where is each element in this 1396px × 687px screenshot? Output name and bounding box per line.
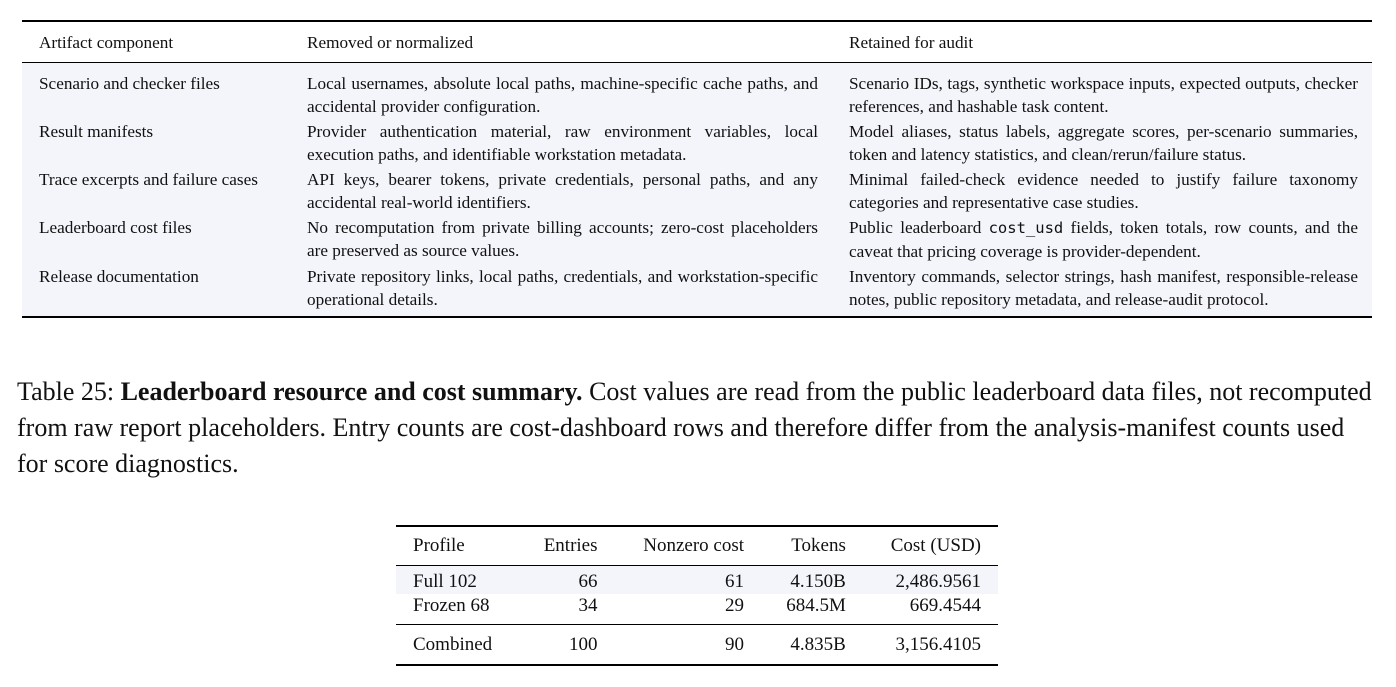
nonzero-cost-cell: 90 <box>615 625 762 666</box>
entries-cell: 66 <box>519 566 614 595</box>
cost-summary-table <box>396 525 998 666</box>
removed-cell: Local usernames, absolute local paths, machine-specific cache paths, and accidental provider configuration. <box>290 63 832 120</box>
removed-cell: API keys, bearer tokens, private credentials, personal paths, and any accidental real-world identifiers. <box>290 167 832 215</box>
retained-cell <box>832 215 1372 264</box>
column-header-retained: Retained for audit <box>832 21 1372 63</box>
removed-cell: Provider authentication material, raw environment variables, local execution paths, and identifiable workstation metadata. <box>290 119 832 167</box>
cost-usd-cell: 2,486.9561 <box>863 566 998 595</box>
release-audit-table <box>22 20 1372 318</box>
table-row <box>22 63 1372 120</box>
table-row <box>396 594 998 625</box>
column-header-component: Artifact component <box>22 21 290 63</box>
entries-cell: 100 <box>519 625 614 666</box>
table-total-row <box>396 625 998 666</box>
table-row <box>22 119 1372 167</box>
tokens-cell: 4.835B <box>761 625 863 666</box>
table-row <box>22 264 1372 317</box>
component-cell: Release documentation <box>22 264 290 317</box>
profile-cell: Frozen 68 <box>413 595 490 616</box>
cost-usd-code: cost_usd <box>988 219 1064 237</box>
entries-cell: 34 <box>578 595 598 616</box>
table-header-row <box>396 526 998 566</box>
retained-cell: Scenario IDs, tags, synthetic workspace inputs, expected outputs, checker references, and hashable task content. <box>832 63 1372 120</box>
caption-label: Table 25: <box>17 377 121 406</box>
retained-cell: Model aliases, status labels, aggregate scores, per-scenario summaries, token and latency statistics, and clean/rerun/failure status. <box>832 119 1372 167</box>
retained-cell: Minimal failed-check evidence needed to justify failure taxonomy categories and representative case studies. <box>832 167 1372 215</box>
removed-cell: No recomputation from private billing accounts; zero-cost placeholders are preserved as source values. <box>290 215 832 264</box>
component-cell: Trace excerpts and failure cases <box>22 167 290 215</box>
column-header-entries: Entries <box>519 526 614 566</box>
component-cell: Leaderboard cost files <box>22 215 290 264</box>
tokens-cell: 4.150B <box>761 566 863 595</box>
table-header-row <box>22 21 1372 63</box>
nonzero-cost-cell: 61 <box>615 566 762 595</box>
table-row <box>22 215 1372 264</box>
table-caption <box>17 374 1381 482</box>
column-header-cost-usd: Cost (USD) <box>863 526 998 566</box>
column-header-nonzero-cost: Nonzero cost <box>615 526 762 566</box>
retained-text-pre: Public leaderboard <box>849 218 989 237</box>
profile-cell: Full 102 <box>396 566 519 595</box>
column-header-tokens: Tokens <box>761 526 863 566</box>
component-cell: Scenario and checker files <box>22 63 290 120</box>
table-row <box>22 167 1372 215</box>
profile-cell: Combined <box>396 625 519 666</box>
table-row <box>396 566 998 595</box>
caption-title: Leaderboard resource and cost summary. <box>120 377 583 406</box>
component-cell: Result manifests <box>22 119 290 167</box>
column-header-profile: Profile <box>396 526 519 566</box>
column-header-removed: Removed or normalized <box>290 21 832 63</box>
caption-text: Cost values are read from the public leaderboard data files, not recomputed from raw report placeholders. Entry counts are cost-dashboard rows and therefore differ from the analysis-manifest counts used for score diagnostics. <box>17 377 1372 478</box>
nonzero-cost-cell: 29 <box>725 595 745 616</box>
retained-text-post: fields, token totals, row counts, and the caveat that pricing coverage is provider-dependent. <box>849 218 1358 261</box>
tokens-cell: 684.5M <box>786 595 846 616</box>
removed-cell: Private repository links, local paths, credentials, and workstation-specific operational details. <box>290 264 832 317</box>
cost-usd-cell: 3,156.4105 <box>863 625 998 666</box>
retained-cell: Inventory commands, selector strings, hash manifest, responsible-release notes, public repository metadata, and release-audit protocol. <box>832 264 1372 317</box>
cost-usd-cell: 669.4544 <box>909 595 981 616</box>
